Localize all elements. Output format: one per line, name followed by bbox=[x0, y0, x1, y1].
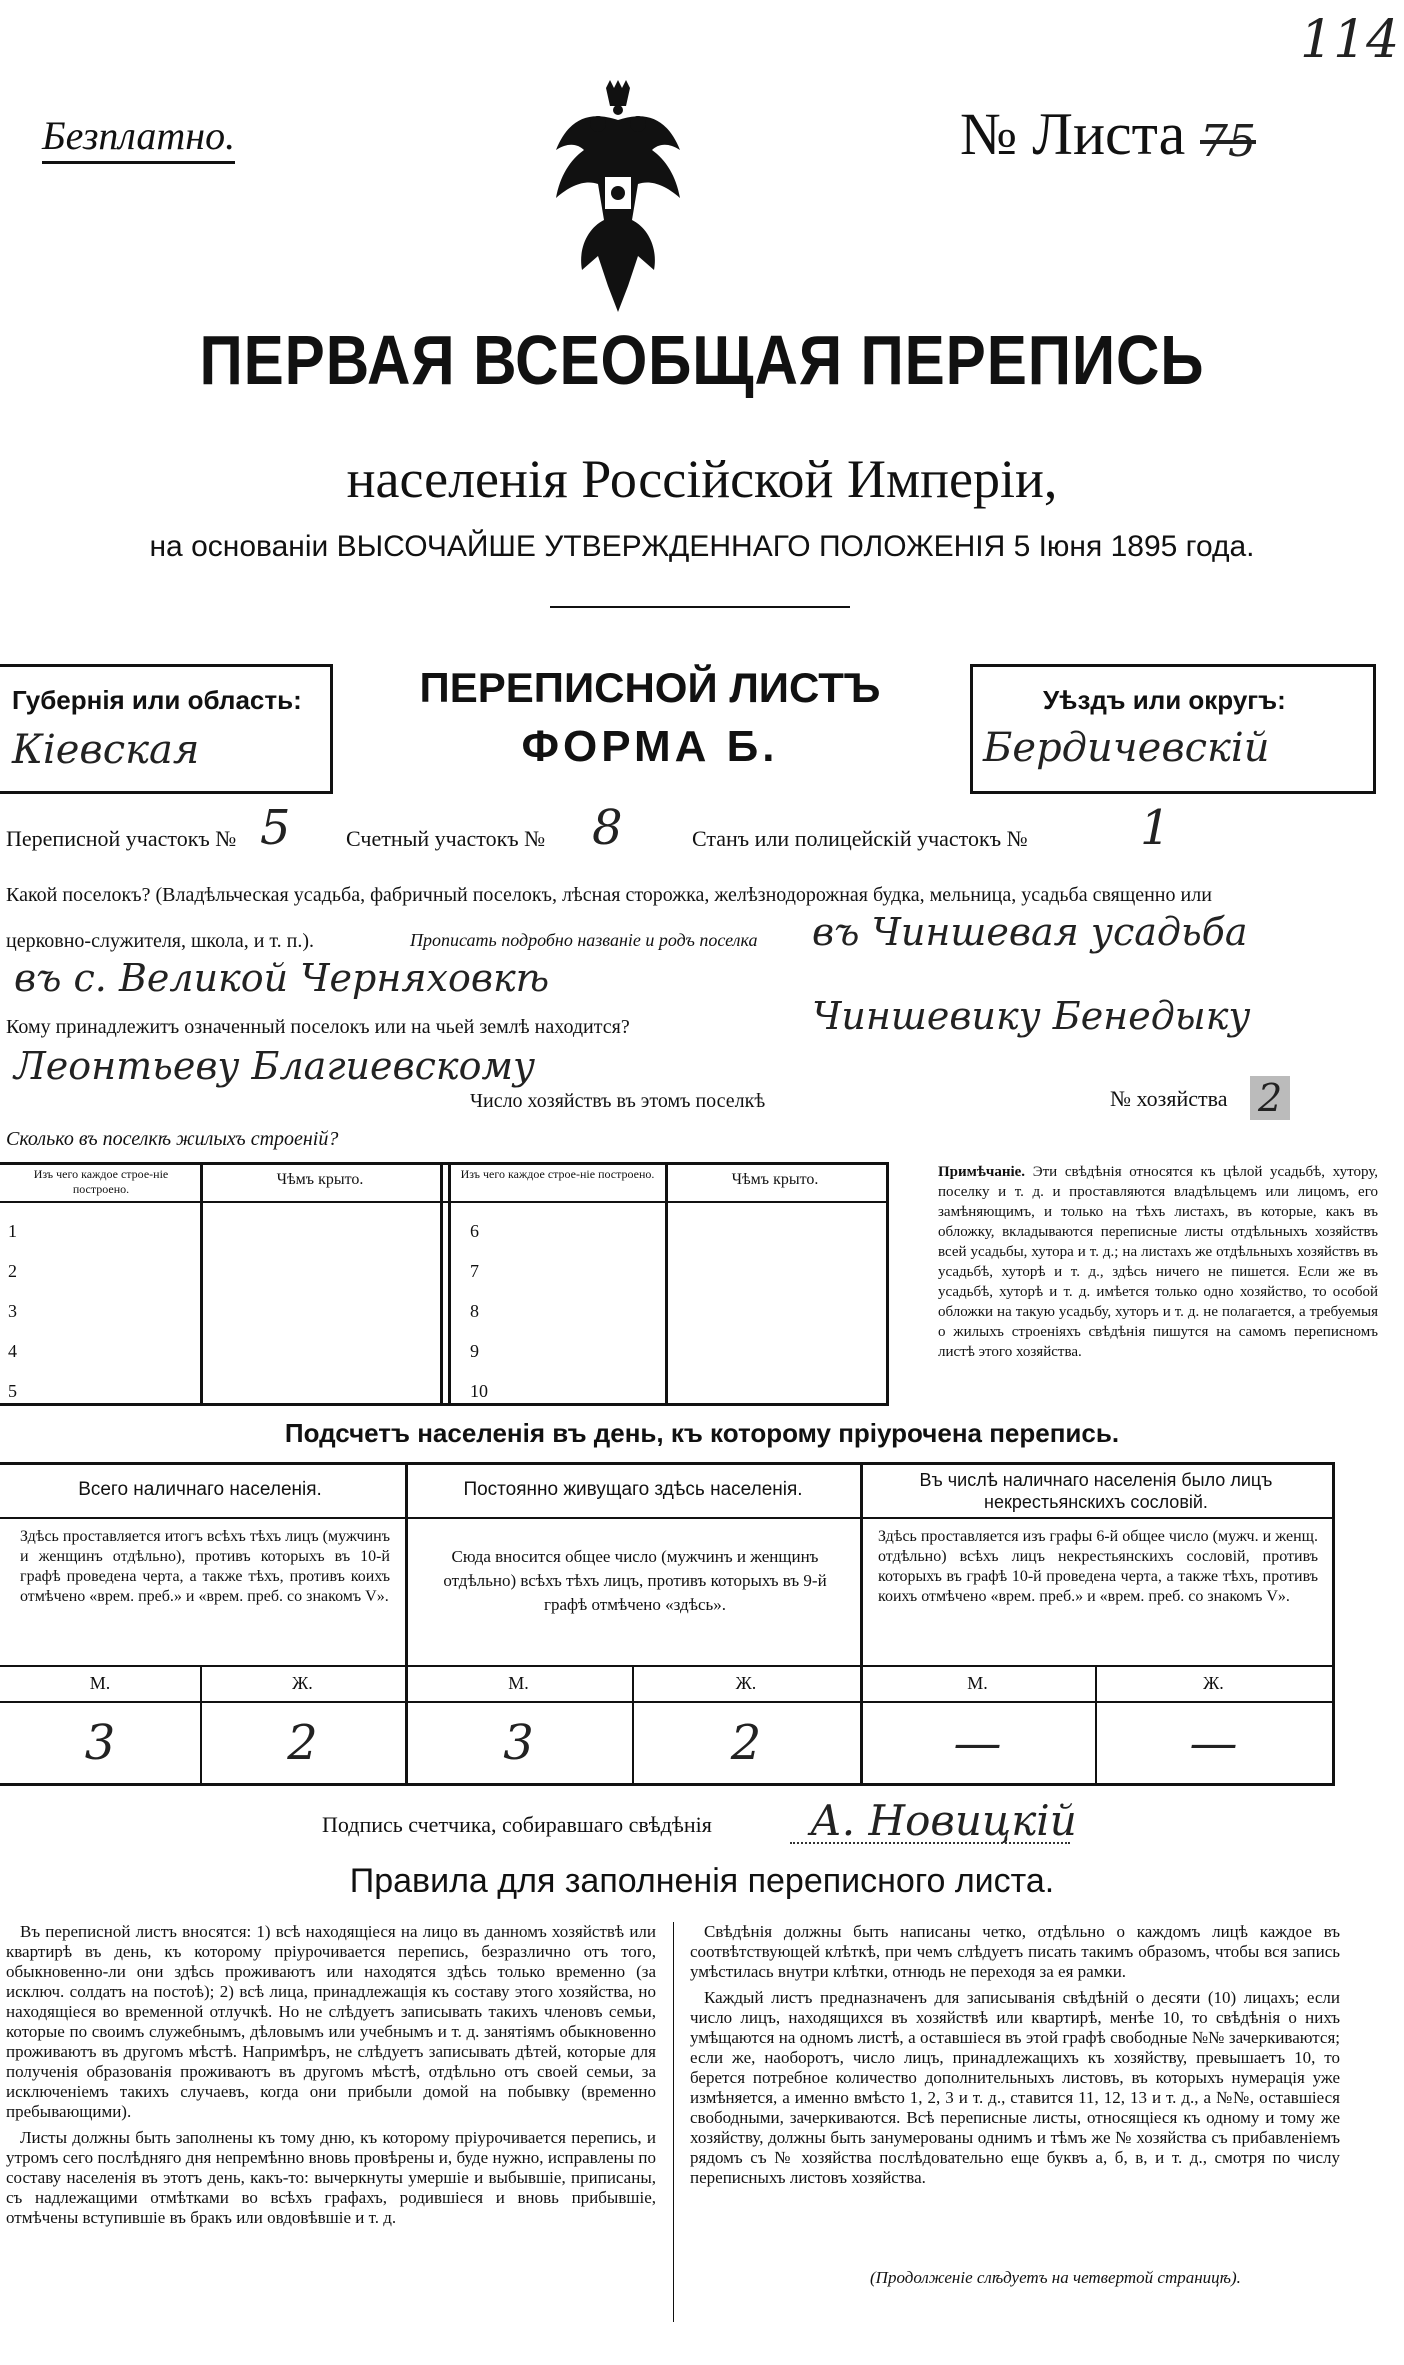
col-b-female-label: Ж. bbox=[735, 1673, 757, 1693]
buildings-right-numbers: 6 7 8 9 10 bbox=[470, 1221, 488, 1401]
province-box bbox=[0, 664, 333, 794]
stan-value: 1 bbox=[1140, 800, 1171, 856]
rules-continued: (Продолженіе слѣдуетъ на четвертой страницѣ). bbox=[870, 2268, 1241, 2287]
col-b-male-label: М. bbox=[508, 1673, 529, 1693]
total-resident-female: 2 bbox=[730, 1715, 762, 1771]
col-c-female-label: Ж. bbox=[1203, 1673, 1224, 1693]
total-resident-male: 3 bbox=[503, 1715, 534, 1771]
rules-right-paragraph-1: Свѣдѣнія должны быть написаны четко, отдѣльно о каждомъ лицѣ каждое въ соотвѣтствующей клѣткѣ, при чемъ слѣдуетъ писать такимъ образомъ, чтобы вся запись умѣстилась внутри клѣтки, отнюдь не переходя за ея рамки. bbox=[690, 1922, 1340, 1981]
buildings-note: Примѣчаніе. Эти свѣдѣнія относятся къ цѣлой усадьбѣ, хутору, поселку и т. д. и проставляются владѣльцемъ или лицомъ, его замѣняющимъ, и только на тѣхъ листахъ, въ которые, какъ въ обложку, вкладываются переписные листы отдѣльныхъ хозяйствъ всей усадьбы, хутора и т. д.; на листахъ же отдѣльныхъ хозяйствъ въ усадьбѣ, хуторѣ и т. д., здѣсь ничего не пишется. Если же въ усадьбѣ, хуторѣ и т. д. имѣется только одно хозяйство, то особой обложки на такую усадьбу, хуторъ и т. д. не полагается, а требуемыя о жилыхъ строеніяхъ свѣдѣнія пишутся на самомъ переписномъ листѣ этого хозяйства. bbox=[938, 1164, 1379, 1360]
settlement-question-cont: церковно-служителя, школа, и т. п.). bbox=[6, 930, 314, 952]
stan-label: Станъ или полицейскій участокъ № bbox=[692, 826, 1028, 851]
col-c-header: Въ числѣ наличнаго населенія было лицъ некрестьянскихъ сословій. bbox=[919, 1470, 1273, 1512]
buildings-roof-header-right: Чѣмъ крыто. bbox=[731, 1171, 819, 1188]
form-title: ФОРМА Б. bbox=[521, 722, 779, 771]
province-label: Губернія или область: bbox=[12, 685, 302, 715]
settlement-value: въ Чиншевая усадьба bbox=[812, 910, 1248, 954]
subtitle: населенія Россійской Имперіи, bbox=[346, 449, 1058, 509]
precinct-value: 5 bbox=[260, 800, 291, 856]
total-nonpeasant-male: — bbox=[953, 1715, 1002, 1771]
sheet-title: ПЕРЕПИСНОЙ ЛИСТЪ bbox=[419, 664, 881, 711]
rules-left-paragraph-2: Листы должны быть заполнены къ тому дню, къ которому пріурочивается перепись, и утромъ сего послѣдняго дня непремѣнно вновь провѣрены и, буде нужно, исправлены по составу населенія въ этотъ день, какъ-то: вычеркнуты умершіе и выбывшіе, приписаны, съ надлежащими отмѣтками во всѣхъ графахъ, родившіеся и вновь прибывшіе, отмѣчены вступившіе въ бракъ или овдовѣвшіе и т. д. bbox=[6, 2128, 656, 2227]
count-title: Подсчетъ населенія въ день, къ которому пріурочена перепись. bbox=[284, 1418, 1120, 1448]
buildings-left-numbers: 1 2 3 4 5 bbox=[8, 1221, 17, 1401]
buildings-table bbox=[0, 1162, 889, 1406]
corner-page-number: 114 bbox=[1300, 10, 1400, 70]
sheet-number-label: № Листа bbox=[960, 101, 1186, 167]
free-label: Безплатно. bbox=[42, 112, 235, 164]
rules-title: Правила для заполненія переписного листа. bbox=[349, 1862, 1055, 1900]
household-number-value: 2 bbox=[1250, 1076, 1290, 1120]
col-c-male-label: М. bbox=[967, 1673, 988, 1693]
precinct-label: Переписной участокъ № bbox=[6, 826, 237, 851]
population-table bbox=[0, 1462, 1335, 1786]
total-present-male: 3 bbox=[84, 1715, 116, 1771]
col-c-text: Здѣсь проставляется изъ графы 6-й общее число (мужч. и женщ. отдѣльно) всѣхъ лицъ некрестьянскихъ сословій, противъ которыхъ въ графѣ 10-й проведена черта, а также тѣхъ, противъ коихъ отмѣчено «врем. преб.» и «врем. преб. со знакомъ V». bbox=[878, 1528, 1318, 1605]
settlement-value-line2: въ с. Великой Черняховкѣ bbox=[14, 956, 550, 1000]
count-label: Счетный участокъ № bbox=[346, 826, 546, 851]
col-a-male-label: М. bbox=[89, 1673, 111, 1693]
buildings-material-header-right: Изъ чего каждое строе-ніе построено. bbox=[460, 1167, 655, 1181]
signature-value: А. Новицкій bbox=[810, 1796, 1077, 1845]
owner-value: Чиншевику Бенедыку bbox=[812, 994, 1251, 1038]
main-title: ПЕРВАЯ ВСЕОБЩАЯ ПЕРЕПИСЬ bbox=[199, 321, 1205, 399]
signature-label: Подпись счетчика, собиравшаго свѣдѣнія bbox=[322, 1812, 712, 1837]
rules-left-column bbox=[6, 1922, 656, 2228]
total-present-female: 2 bbox=[287, 1715, 318, 1771]
col-b-text: Сюда вносится общее число (мужчинъ и женщинъ отдѣльно) всѣхъ тѣхъ лицъ, противъ которыхъ въ 9-й графѣ отмѣчено «здѣсь». bbox=[443, 1547, 827, 1614]
district-label: Уѣздъ или округъ: bbox=[1043, 685, 1286, 715]
rules-left-paragraph-1: Въ переписной листъ вносятся: 1) всѣ находящіеся на лицо въ данномъ хозяйствѣ или квартирѣ въ день, къ которому пріурочивается перепись, безразлично отъ того, обыкновенно-ли они здѣсь проживаютъ или находятся здѣсь только временно (за исключ. солдатъ на постоѣ); 2) всѣ лица, принадлежащія къ составу этого хозяйства, но находящіеся во временной отлучкѣ. Но не слѣдуетъ записывать такихъ членовъ семьи, которые по своимъ служебнымъ, дѣловымъ или учебнымъ и т. д. занятіямъ обыкновенно проживаютъ въ другомъ мѣстѣ. Напримѣръ, не слѣдуетъ записывать дѣтей, которые для полученія образованія проживаютъ въ другомъ мѣстѣ, отдѣльно отъ своей семьи, за исключеніемъ такихъ случаевъ, когда они прибыли домой на побывку (временно пребывающими). bbox=[6, 1922, 656, 2121]
col-a-header: Всего наличнаго населенія. bbox=[78, 1479, 322, 1500]
province-value: Кіевская bbox=[12, 727, 200, 773]
owner-value-line2: Леонтьеву Благиевскому bbox=[14, 1044, 536, 1088]
col-b-header: Постоянно живущаго здѣсь населенія. bbox=[463, 1479, 803, 1500]
col-a-text: Здѣсь проставляется итогъ всѣхъ тѣхъ лицъ (мужчинъ и женщинъ отдѣльно), противъ которыхъ въ 10-й графѣ проведена черта, а также тѣхъ, противъ коихъ отмѣчено «врем. преб.» и «врем. преб. со знакомъ V». bbox=[20, 1528, 390, 1605]
total-nonpeasant-female: — bbox=[1189, 1715, 1238, 1771]
district-box bbox=[970, 664, 1376, 794]
rules-right-paragraph-2: Каждый листъ предназначенъ для записыванія свѣдѣній о десяти (10) лицахъ; если число лицъ, находящихся въ хозяйствѣ или квартирѣ, менѣе 10, то свѣдѣнія о нихъ умѣщаются на одномъ листѣ, а оставшіеся въ этой графѣ свободные №№ зачеркиваются; если же, наоборотъ, число лицъ, принадлежащихъ къ хозяйству, превышаетъ 10, то берется потребное количество дополнительныхъ листовъ, въ которыхъ нумерація уже измѣняется, а именно вмѣсто 1, 2, 3 и т. д., ставится 11, 12, 13 и т. д., а №№, оставшіеся свободными, зачеркиваются. Всѣ переписные листы, относящіеся къ одному и тому же хозяйству, должны быть занумерованы однимъ и тѣмъ же № хозяйства съ прибавленіемъ рядомъ съ № хозяйства послѣдовательно еще буквъ а, б, в, и т. д., смотря по числу переписныхъ листовъ хозяйства. bbox=[690, 1988, 1340, 2187]
buildings-question: Сколько въ поселкѣ жилыхъ строеній? bbox=[6, 1128, 339, 1150]
household-number-label: № хозяйства bbox=[1110, 1086, 1228, 1111]
legal-basis: на основаніи ВЫСОЧАЙШЕ УТВЕРЖДЕННАГО ПОЛОЖЕНІЯ 5 Іюня 1895 года. bbox=[149, 530, 1255, 563]
owner-question: Кому принадлежитъ означенный поселокъ или на чьей землѣ находится? bbox=[6, 1016, 630, 1038]
households-label: Число хозяйствъ въ этомъ поселкѣ bbox=[470, 1090, 766, 1112]
imperial-eagle-emblem bbox=[548, 80, 688, 320]
rules-right-column bbox=[690, 1922, 1340, 2188]
settlement-instruction: Прописать подробно названіе и родъ поселка bbox=[410, 930, 758, 950]
count-value: 8 bbox=[592, 800, 623, 856]
col-a-female-label: Ж. bbox=[292, 1673, 313, 1693]
buildings-material-header-left: Изъ чего каждое строе-ніе построено. bbox=[33, 1167, 169, 1196]
signature-line bbox=[790, 1842, 1070, 1844]
district-value: Бердичевскій bbox=[983, 725, 1270, 771]
sheet-number-value: 75 bbox=[1200, 116, 1256, 167]
buildings-roof-header-left: Чѣмъ крыто. bbox=[276, 1171, 364, 1188]
settlement-question: Какой поселокъ? (Владѣльческая усадьба, фабричный поселокъ, лѣсная сторожка, желѣзнодорожная будка, мельница, усадьба священно или bbox=[6, 884, 1212, 906]
